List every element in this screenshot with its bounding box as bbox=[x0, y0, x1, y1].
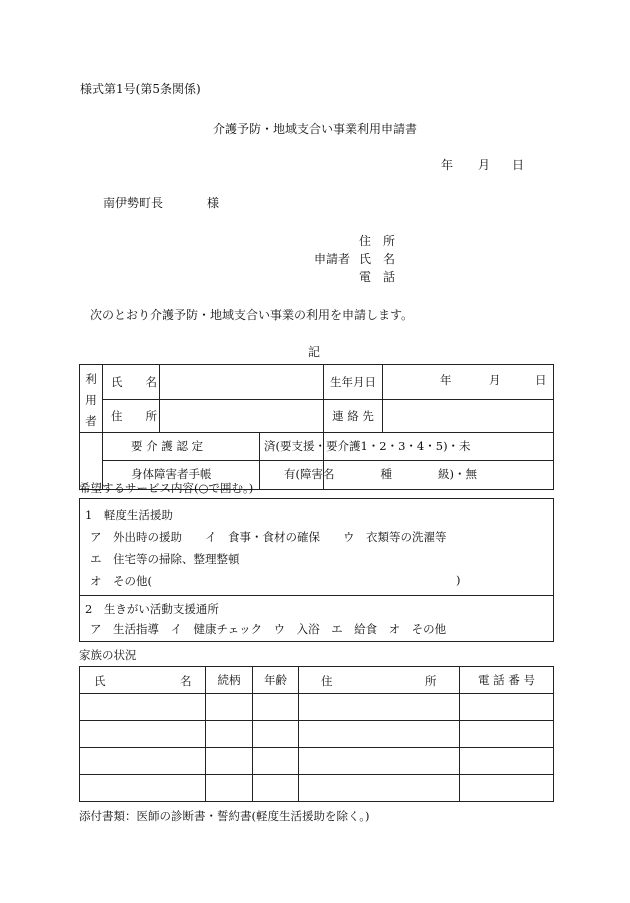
user-side-char-2: 用 bbox=[85, 393, 97, 407]
service-group2-title: 2 生きがい活動支援通所 bbox=[85, 602, 219, 616]
user-info-table bbox=[79, 364, 554, 490]
user-birth-label: 生年月日 bbox=[324, 365, 383, 400]
user-side-char-1: 利 bbox=[85, 372, 97, 386]
disability-label: 身体障害者手帳 bbox=[131, 467, 212, 481]
family-cell[interactable] bbox=[299, 748, 460, 775]
family-cell[interactable] bbox=[460, 748, 554, 775]
family-cell[interactable] bbox=[299, 694, 460, 721]
applicant-phone-label: 電 話 bbox=[359, 270, 396, 284]
family-col-age: 年齢 bbox=[253, 667, 299, 694]
family-cell[interactable] bbox=[253, 748, 299, 775]
family-cell[interactable] bbox=[206, 775, 253, 802]
disability-value: 有(障害名 種 級)・無 bbox=[284, 467, 477, 481]
family-cell[interactable] bbox=[206, 694, 253, 721]
user-contact-label: 連 絡 先 bbox=[324, 399, 383, 432]
family-cell[interactable] bbox=[299, 775, 460, 802]
family-cell[interactable] bbox=[80, 775, 206, 802]
family-cell[interactable] bbox=[80, 721, 206, 748]
services-divider bbox=[80, 595, 553, 596]
form-title: 介護予防・地域支合い事業利用申請書 bbox=[213, 122, 418, 136]
family-col-address bbox=[299, 667, 460, 694]
care-cert-row bbox=[103, 433, 471, 461]
service-group1-line2: エ 住宅等の掃除、整理整頓 bbox=[90, 552, 240, 566]
user-address-label: 住 所 bbox=[103, 399, 160, 432]
family-col-address-b: 所 bbox=[425, 674, 437, 688]
addressee: 南伊勢町長 bbox=[103, 196, 164, 210]
family-cell[interactable] bbox=[299, 721, 460, 748]
family-cell[interactable] bbox=[253, 694, 299, 721]
service-group1-title: 1 軽度生活援助 bbox=[85, 508, 173, 522]
family-row bbox=[80, 721, 554, 748]
services-heading: 希望するサービス内容(○で囲む。) bbox=[79, 481, 254, 495]
family-cell[interactable] bbox=[80, 694, 206, 721]
family-cell[interactable] bbox=[206, 748, 253, 775]
date-year: 年 bbox=[441, 158, 454, 172]
family-col-name bbox=[80, 667, 206, 694]
date-month: 月 bbox=[478, 158, 491, 172]
date-day: 日 bbox=[512, 158, 525, 172]
family-row bbox=[80, 694, 554, 721]
family-table bbox=[79, 666, 554, 802]
user-address-field[interactable] bbox=[160, 399, 324, 432]
service-group2-line1: ア 生活指導 イ 健康チェック ウ 入浴 エ 給食 オ その他 bbox=[90, 622, 447, 636]
service-group1-other-close: ) bbox=[456, 573, 461, 587]
applicant-label: 申請者 bbox=[314, 252, 351, 266]
user-birth-field[interactable] bbox=[383, 365, 554, 400]
family-col-name-a: 氏 bbox=[94, 674, 106, 688]
user-name-field[interactable] bbox=[160, 365, 324, 400]
family-cell[interactable] bbox=[460, 721, 554, 748]
birth-month-label: 月 bbox=[489, 373, 501, 387]
form-number: 様式第1号(第5条関係) bbox=[80, 82, 201, 96]
intro-text: 次のとおり介護予防・地域支合い事業の利用を申請します。 bbox=[90, 308, 414, 322]
birth-year-label: 年 bbox=[440, 373, 452, 387]
care-cert-value: 済(要支援・要介護1・2・3・4・5)・未 bbox=[264, 438, 471, 453]
services-box bbox=[79, 498, 554, 642]
family-col-relation: 続柄 bbox=[206, 667, 253, 694]
family-cell[interactable] bbox=[253, 775, 299, 802]
service-group1-other: オ その他( bbox=[90, 574, 152, 588]
user-contact-field[interactable] bbox=[383, 399, 554, 432]
family-col-phone: 電 話 番 号 bbox=[460, 667, 554, 694]
attachments-note: 添付書類：医師の診断書・誓約書(軽度生活援助を除く。) bbox=[79, 809, 370, 823]
family-cell[interactable] bbox=[460, 694, 554, 721]
service-group1-line1: ア 外出時の援助 イ 食事・食材の確保 ウ 衣類等の洗濯等 bbox=[90, 530, 447, 544]
family-row bbox=[80, 748, 554, 775]
family-cell[interactable] bbox=[206, 721, 253, 748]
family-heading: 家族の状況 bbox=[79, 648, 137, 662]
family-cell[interactable] bbox=[460, 775, 554, 802]
family-cell[interactable] bbox=[253, 721, 299, 748]
family-col-name-b: 名 bbox=[180, 674, 192, 688]
user-name-label: 氏 名 bbox=[103, 365, 160, 400]
applicant-address-label: 住 所 bbox=[359, 234, 396, 248]
family-cell[interactable] bbox=[80, 748, 206, 775]
care-cert-label: 要 介 護 認 定 bbox=[131, 438, 204, 453]
ki-label: 記 bbox=[308, 345, 321, 359]
birth-day-label: 日 bbox=[535, 373, 547, 387]
user-side-char-3: 者 bbox=[85, 414, 97, 428]
honorific: 様 bbox=[207, 196, 220, 210]
user-side-label bbox=[80, 365, 103, 433]
applicant-name-label: 氏 名 bbox=[359, 252, 396, 266]
family-row bbox=[80, 775, 554, 802]
family-col-address-a: 住 bbox=[321, 674, 333, 688]
